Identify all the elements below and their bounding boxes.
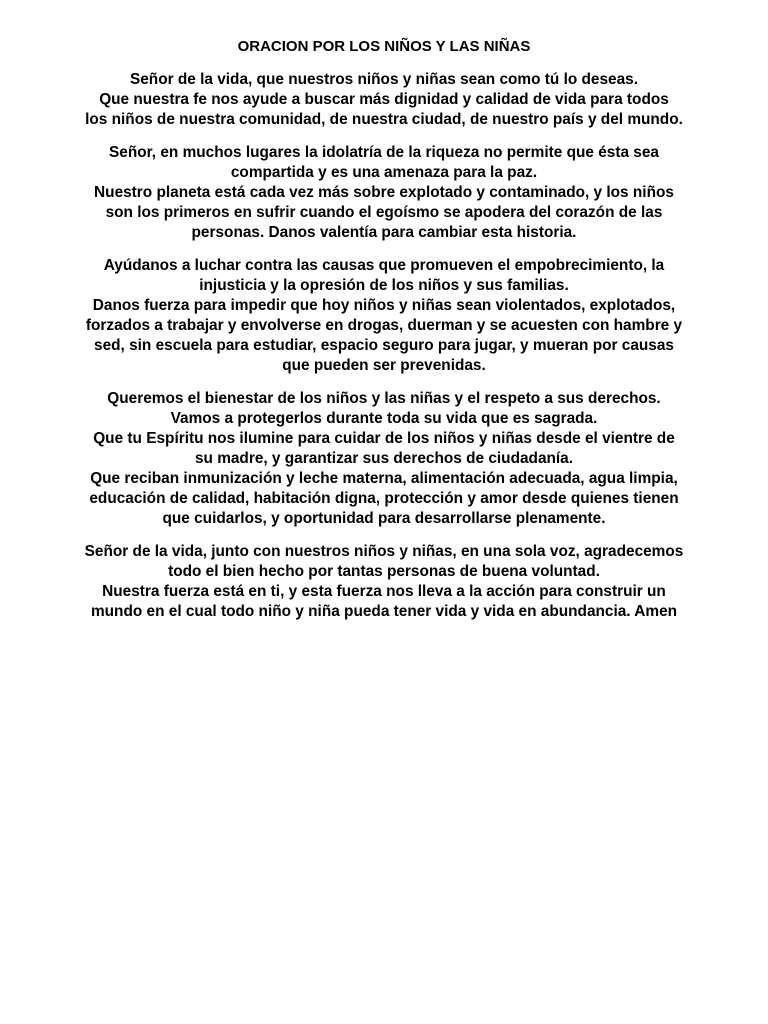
paragraph-line: Ayúdanos a luchar contra las causas que promueven el empobrecimiento, la xyxy=(103,257,665,274)
paragraph-line: compartida y es una amenaza para la paz. xyxy=(230,164,538,181)
paragraph-line: todo el bien hecho por tantas personas de buena voluntad. xyxy=(168,563,600,580)
paragraph-2 xyxy=(36,143,732,243)
paragraph-line: personas. Danos valentía para cambiar esta historia. xyxy=(191,224,577,241)
paragraph-line: Señor de la vida, que nuestros niños y niñas sean como tú lo deseas. xyxy=(129,71,639,88)
paragraph-1 xyxy=(36,70,732,130)
paragraph-line: que pueden ser prevenidas. xyxy=(282,357,486,374)
paragraph-line: sed, sin escuela para estudiar, espacio seguro para jugar, y mueran por causas xyxy=(94,337,674,354)
paragraph-line: Que nuestra fe nos ayude a buscar más dignidad y calidad de vida para todos xyxy=(99,91,669,108)
paragraph-line: su madre, y garantizar sus derechos de ciudadanía. xyxy=(194,450,574,467)
paragraph-5 xyxy=(36,542,732,622)
paragraph-line: Queremos el bienestar de los niños y las niñas y el respeto a sus derechos. xyxy=(107,390,661,407)
paragraph-4 xyxy=(36,389,732,529)
paragraph-line: injusticia y la opresión de los niños y sus familias. xyxy=(199,277,569,294)
paragraph-line: Danos fuerza para impedir que hoy niños y niñas sean violentados, explotados, xyxy=(92,297,676,314)
prayer-body xyxy=(36,70,732,635)
paragraph-line: los niños de nuestra comunidad, de nuestra ciudad, de nuestro país y del mundo. xyxy=(85,111,683,128)
paragraph-line: Vamos a protegerlos durante toda su vida que es sagrada. xyxy=(170,410,598,427)
paragraph-line: Señor de la vida, junto con nuestros niños y niñas, en una sola voz, agradecemos xyxy=(84,543,684,560)
paragraph-line: Que reciban inmunización y leche materna, alimentación adecuada, agua limpia, xyxy=(90,470,678,487)
paragraph-line: Que tu Espíritu nos ilumine para cuidar de los niños y niñas desde el vientre de xyxy=(93,430,675,447)
paragraph-line: forzados a trabajar y envolverse en drogas, duerman y se acuesten con hambre y xyxy=(85,317,683,334)
paragraph-line: Señor, en muchos lugares la idolatría de la riqueza no permite que ésta sea xyxy=(109,144,659,161)
paragraph-line: educación de calidad, habitación digna, protección y amor desde quienes tienen xyxy=(89,490,679,507)
paragraph-line: que cuidarlos, y oportunidad para desarrollarse plenamente. xyxy=(162,510,606,527)
paragraph-line: Nuestro planeta está cada vez más sobre explotado y contaminado, y los niños xyxy=(94,184,674,201)
paragraph-line: Nuestra fuerza está en ti, y esta fuerza nos lleva a la acción para construir un xyxy=(102,583,666,600)
paragraph-3 xyxy=(36,256,732,376)
document-title: ORACION POR LOS NIÑOS Y LAS NIÑAS xyxy=(237,38,531,55)
paragraph-line: mundo en el cual todo niño y niña pueda tener vida y vida en abundancia. Amen xyxy=(90,603,678,620)
paragraph-line: son los primeros en sufrir cuando el egoísmo se apodera del corazón de las xyxy=(105,204,663,221)
